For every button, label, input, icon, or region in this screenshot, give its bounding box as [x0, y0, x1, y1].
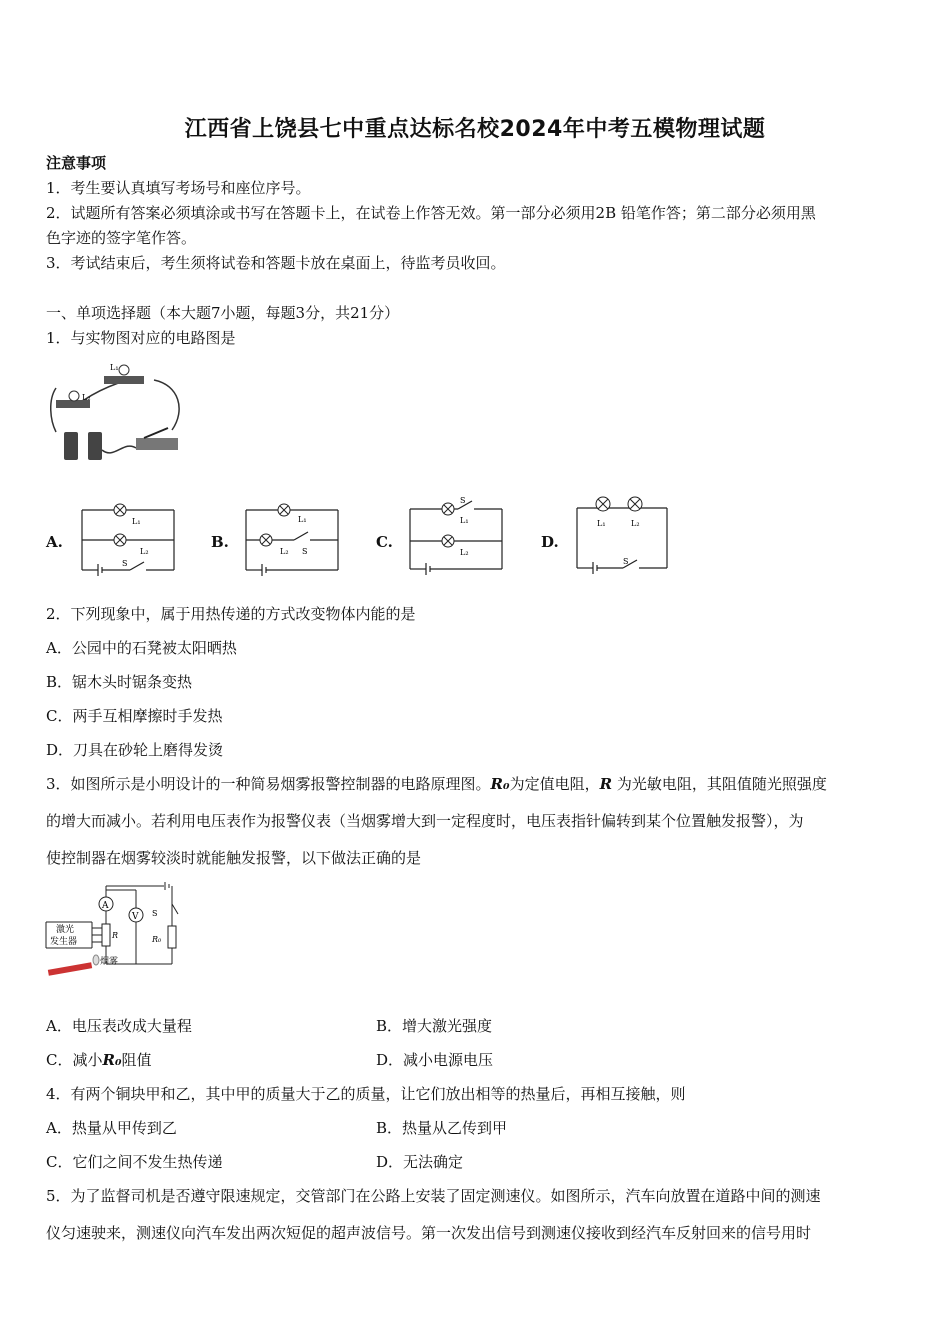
q1-circuit-a: [80, 500, 176, 576]
q1-option-c: C.: [376, 533, 393, 551]
ammeter-label: A: [102, 901, 109, 911]
q1-option-a: A.: [46, 533, 63, 551]
q5-line-1: 5．为了监督司机是否遵守限速规定，交管部门在公路上安装了固定测速仪。如图所示，汽车向放置在道路中间的测速: [46, 1187, 821, 1205]
q1-option-b: B.: [211, 533, 229, 551]
q4-stem: 4．有两个铜块甲和乙，其中甲的质量大于乙的质量，让它们放出相等的热量后，再相互接触，则: [46, 1085, 686, 1103]
q1-photo-figure: [44, 360, 194, 470]
q1-option-d: D.: [541, 533, 559, 551]
r-label: R: [112, 931, 119, 940]
q1-circuit-b: [244, 500, 340, 576]
label: L₁: [132, 517, 141, 526]
r0-label: R₀: [152, 935, 162, 944]
label: L₁: [298, 515, 307, 524]
q3-option-d: D．减小电源电压: [376, 1051, 494, 1069]
q4-option-c: C．它们之间不发生热传递: [46, 1153, 223, 1171]
label: L₂: [460, 548, 469, 557]
label: L₂: [631, 519, 640, 528]
q3-line-1: 3．如图所示是小明设计的一种简易烟雾报警控制器的电路原理图。R₀为定值电阻，R 为光敏电阻，其阻值随光照强度: [46, 775, 827, 793]
voltmeter-label: V: [132, 912, 139, 922]
label: L₂: [140, 547, 149, 556]
label: S: [460, 496, 466, 505]
laser-label: 激光: [56, 925, 75, 935]
q2-stem: 2．下列现象中，属于用热传递的方式改变物体内能的是: [46, 605, 416, 623]
q3-circuit-figure: [44, 880, 184, 980]
notice-item-3: 3．考试结束后，考生须将试卷和答题卡放在桌面上，待监考员收回。: [46, 254, 506, 272]
photo-label-l2: L₂: [82, 393, 91, 402]
switch-label: S: [152, 909, 158, 918]
q1-stem: 1．与实物图对应的电路图是: [46, 329, 236, 347]
q3-option-b: B．增大激光强度: [376, 1017, 493, 1035]
q5-line-2: 仪匀速驶来，测速仪向汽车发出两次短促的超声波信号。第一次发出信号到测速仪接收到经汽车反射回来的信号用时: [46, 1224, 812, 1242]
notice-item-2: 2．试题所有答案必须填涂或书写在答题卡上，在试卷上作答无效。第一部分必须用2B 铅笔作答；第二部分必须用黑: [46, 204, 816, 222]
q4-option-a: A．热量从甲传到乙: [46, 1119, 177, 1137]
q4-option-b: B．热量从乙传到甲: [376, 1119, 508, 1137]
smoke-label: 烟雾: [100, 957, 119, 967]
q3-line-2: 的增大而减小。若利用电压表作为报警仪表（当烟雾增大到一定程度时，电压表指针偏转到某个位置触发报警），为: [46, 812, 804, 830]
q2-option-d: D．刀具在砂轮上磨得发烫: [46, 741, 224, 759]
q2-option-a: A．公园中的石凳被太阳晒热: [46, 639, 237, 657]
section-heading: 一、单项选择题（本大题7小题，每题3分，共21分）: [46, 304, 400, 322]
notice-item-1: 1．考生要认真填写考场号和座位序号。: [46, 179, 311, 197]
q2-option-c: C．两手互相摩擦时手发热: [46, 707, 223, 725]
laser-label-2: 发生器: [50, 937, 78, 947]
photo-label-l1: L₁: [110, 363, 119, 372]
notice-item-2-cont: 色字迹的签字笔作答。: [46, 229, 197, 247]
label: L₁: [597, 519, 606, 528]
q3-option-c: C．减小R₀阻值: [46, 1051, 152, 1069]
label: L₂: [280, 547, 289, 556]
q1-circuit-c: [408, 497, 504, 577]
q3-line-3: 使控制器在烟雾较淡时就能触发报警，以下做法正确的是: [46, 849, 422, 867]
q3-option-a: A．电压表改成大量程: [46, 1017, 192, 1035]
label: L₁: [460, 516, 469, 525]
q1-circuit-d: [575, 496, 669, 576]
notice-heading: 注意事项: [46, 154, 107, 172]
label: S: [302, 547, 308, 556]
q2-option-b: B．锯木头时锯条变热: [46, 673, 193, 691]
label: S: [623, 557, 629, 566]
label: S: [122, 559, 128, 568]
page-title: 江西省上饶县七中重点达标名校2024年中考五模物理试题: [184, 117, 766, 142]
q4-option-d: D．无法确定: [376, 1153, 464, 1171]
